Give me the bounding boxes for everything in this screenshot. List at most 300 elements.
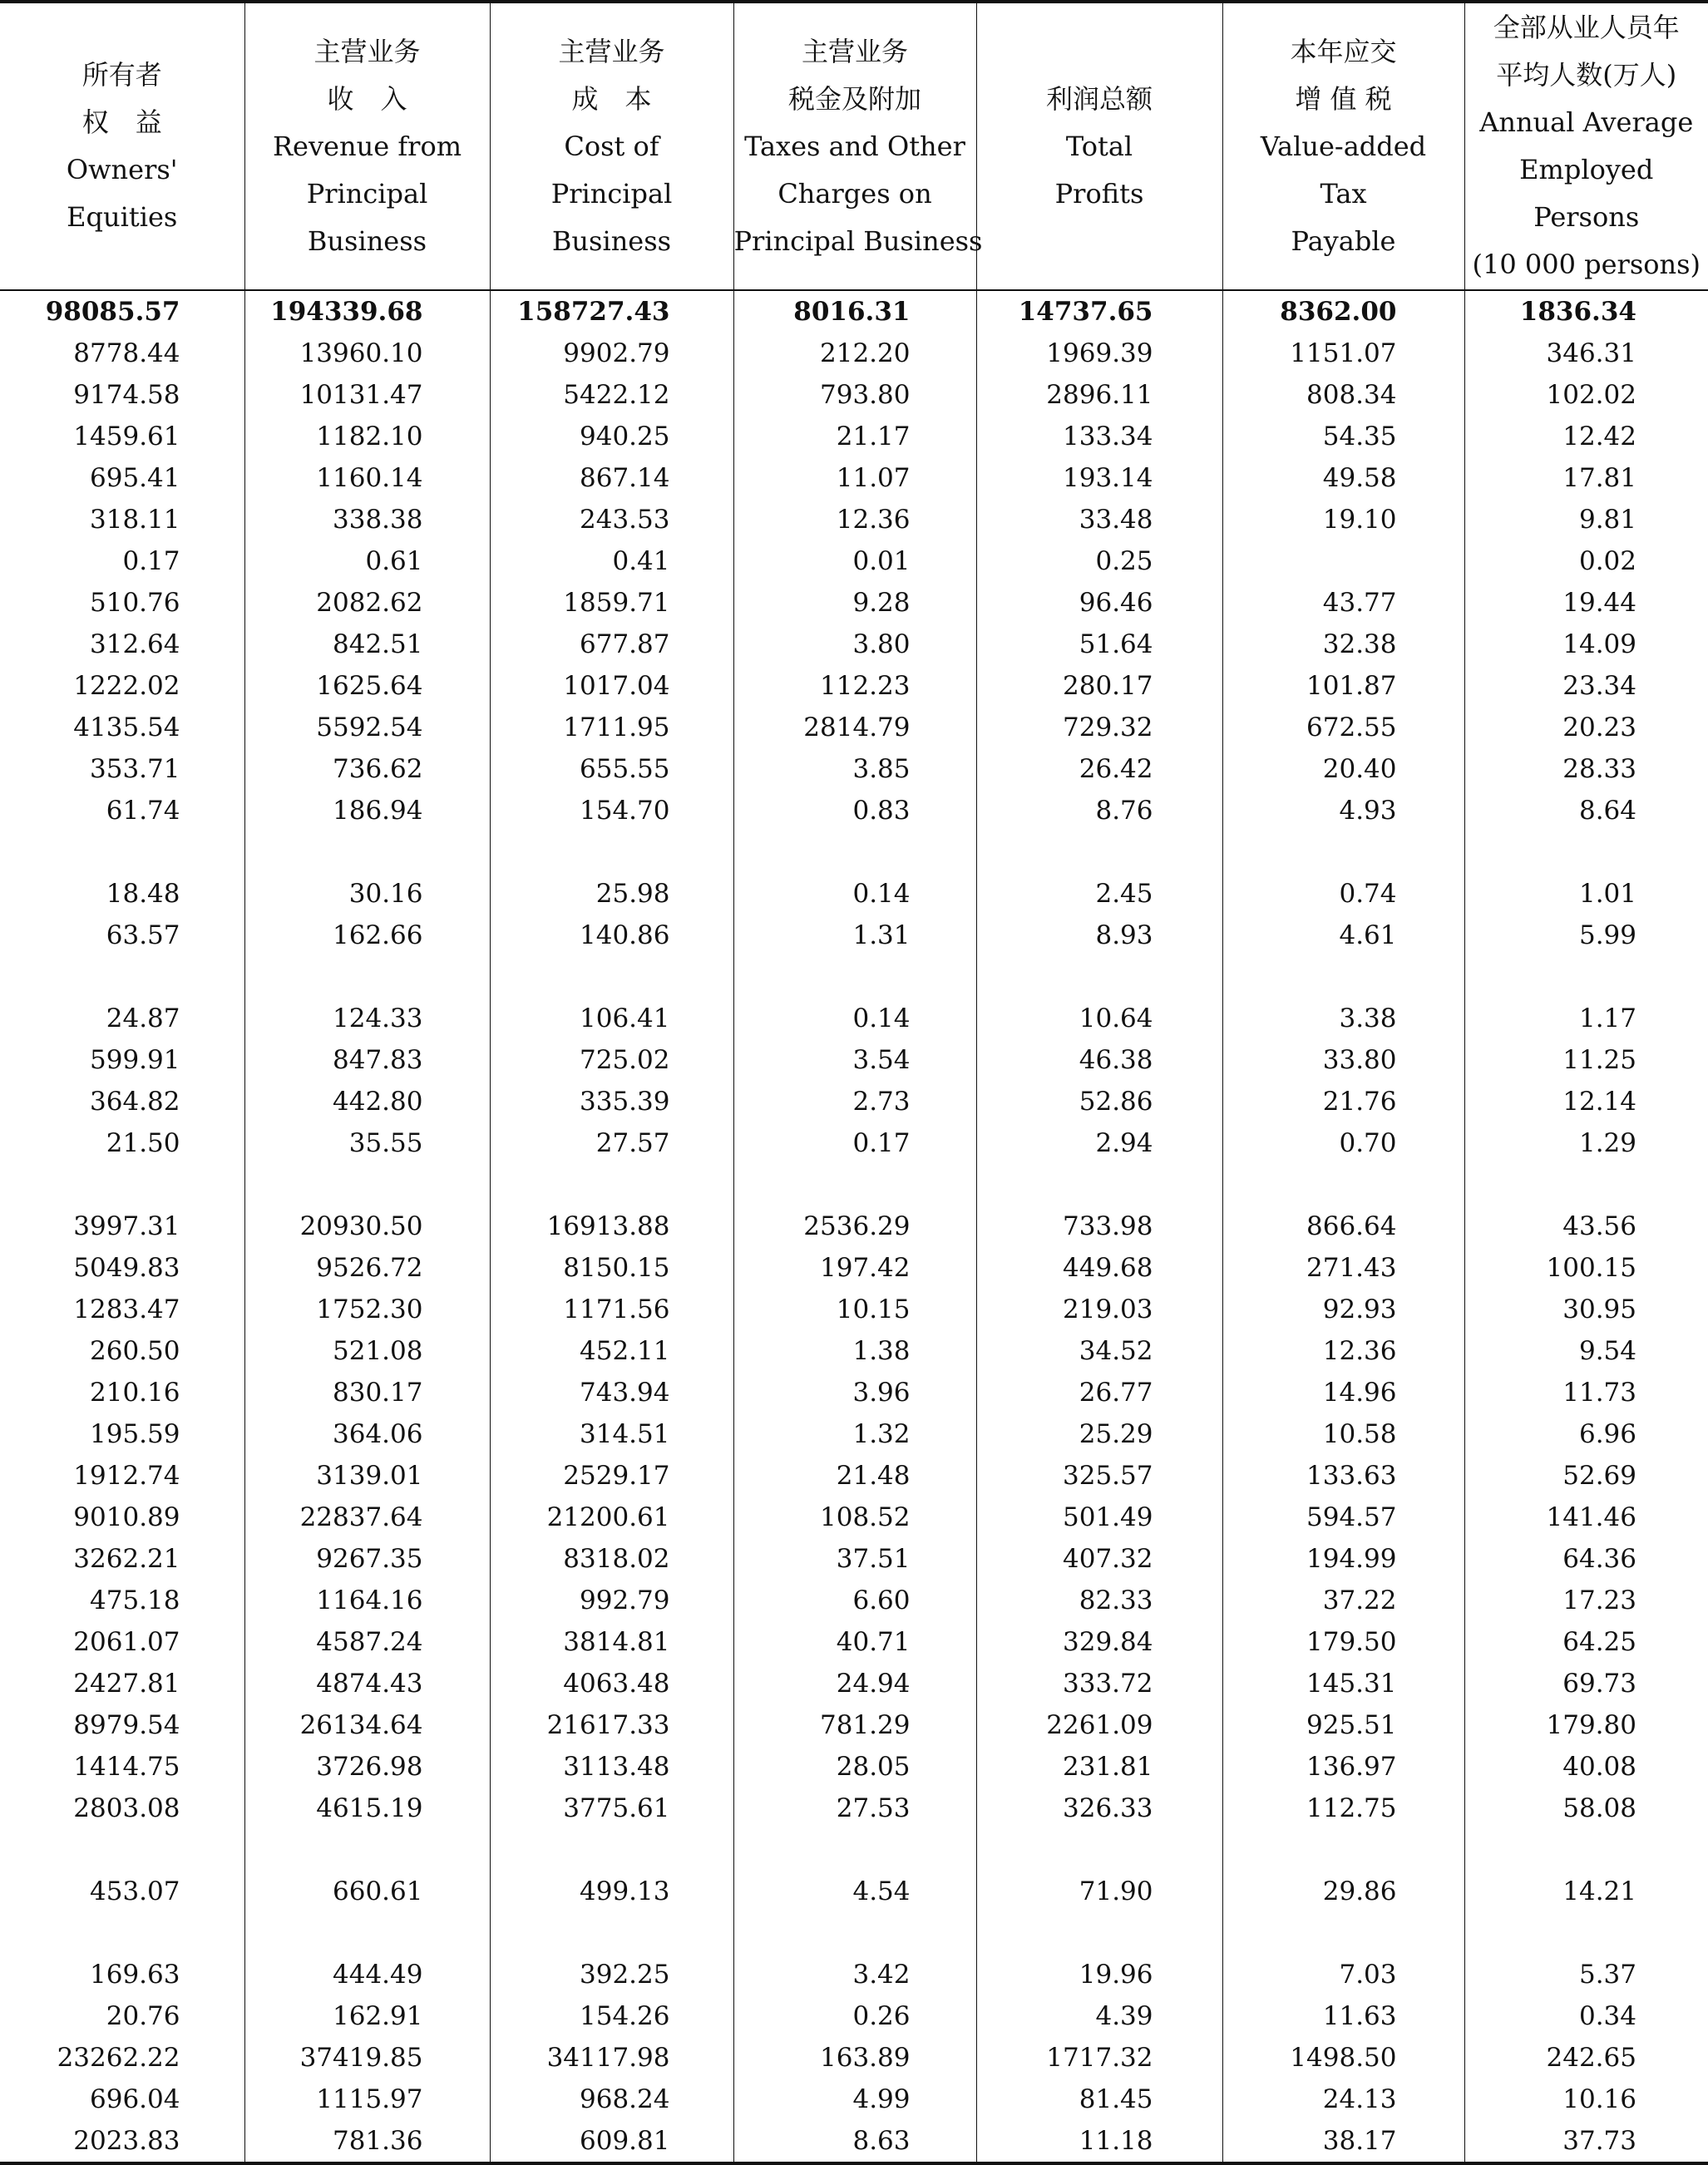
cell-owners-equities: 2803.08 (0, 1788, 244, 1829)
cell-employed-persons: 0.02 (1464, 540, 1708, 582)
cell-vat-payable: 4.93 (1222, 790, 1464, 831)
header-line: 收 入 (245, 76, 490, 123)
cell-vat-payable: 43.77 (1222, 582, 1464, 624)
cell-revenue: 4615.19 (244, 1788, 490, 1829)
cell-employed-persons: 141.46 (1464, 1497, 1708, 1538)
cell-revenue: 186.94 (244, 790, 490, 831)
cell-owners-equities: 21.50 (0, 1122, 244, 1164)
cell-owners-equities: 61.74 (0, 790, 244, 831)
cell-vat-payable: 145.31 (1222, 1663, 1464, 1704)
cell-total-profits: 2.94 (976, 1122, 1222, 1164)
cell-taxes: 0.83 (733, 790, 976, 831)
cell-taxes: 21.48 (733, 1455, 976, 1497)
cell-vat-payable: 1151.07 (1222, 333, 1464, 374)
cell-total-profits: 2.45 (976, 873, 1222, 915)
table-row (0, 1081, 1708, 1122)
cell-vat-payable: 21.76 (1222, 1081, 1464, 1122)
cell-vat-payable: 594.57 (1222, 1497, 1464, 1538)
cell-cost: 4063.48 (490, 1663, 733, 1704)
cell-owners-equities: 1459.61 (0, 416, 244, 457)
cell-total-profits (976, 831, 1222, 873)
table-row (0, 1372, 1708, 1413)
cell-vat-payable: 194.99 (1222, 1538, 1464, 1580)
cell-total-profits (976, 1829, 1222, 1871)
cell-vat-payable: 14.96 (1222, 1372, 1464, 1413)
cell-employed-persons: 28.33 (1464, 748, 1708, 790)
header-cost-principal-business (490, 2, 733, 290)
cell-revenue: 22837.64 (244, 1497, 490, 1538)
cell-vat-payable: 271.43 (1222, 1247, 1464, 1289)
cell-cost: 34117.98 (490, 2037, 733, 2079)
cell-cost: 2529.17 (490, 1455, 733, 1497)
table-row (0, 1954, 1708, 1995)
cell-total-profits: 25.29 (976, 1413, 1222, 1455)
table-row (0, 1330, 1708, 1372)
cell-cost: 968.24 (490, 2079, 733, 2120)
cell-employed-persons: 1836.34 (1464, 290, 1708, 333)
cell-cost: 0.41 (490, 540, 733, 582)
cell-total-profits (976, 956, 1222, 998)
cell-revenue: 162.91 (244, 1995, 490, 2037)
table-row (0, 1871, 1708, 1912)
cell-vat-payable: 32.38 (1222, 624, 1464, 665)
cell-owners-equities: 475.18 (0, 1580, 244, 1621)
header-line: 成 本 (491, 76, 733, 123)
cell-taxes: 112.23 (733, 665, 976, 707)
cell-taxes: 9.28 (733, 582, 976, 624)
cell-taxes: 37.51 (733, 1538, 976, 1580)
table-row (0, 1455, 1708, 1497)
cell-total-profits (976, 1164, 1222, 1206)
cell-cost (490, 1912, 733, 1954)
cell-revenue (244, 1829, 490, 1871)
table-row (0, 1995, 1708, 2037)
cell-taxes: 0.17 (733, 1122, 976, 1164)
header-line: Business (491, 218, 733, 265)
cell-owners-equities (0, 1829, 244, 1871)
cell-vat-payable (1222, 1164, 1464, 1206)
cell-total-profits: 133.34 (976, 416, 1222, 457)
table-row (0, 1829, 1708, 1871)
cell-revenue: 1160.14 (244, 457, 490, 499)
cell-revenue: 1625.64 (244, 665, 490, 707)
cell-employed-persons: 43.56 (1464, 1206, 1708, 1247)
cell-cost: 3113.48 (490, 1746, 733, 1788)
cell-revenue: 521.08 (244, 1330, 490, 1372)
cell-vat-payable: 92.93 (1222, 1289, 1464, 1330)
header-line: Charges on (734, 170, 976, 218)
cell-employed-persons: 8.64 (1464, 790, 1708, 831)
cell-employed-persons: 12.42 (1464, 416, 1708, 457)
header-line: Value-added (1223, 123, 1464, 170)
cell-revenue: 26134.64 (244, 1704, 490, 1746)
cell-total-profits: 34.52 (976, 1330, 1222, 1372)
cell-revenue: 162.66 (244, 915, 490, 956)
cell-total-profits: 11.18 (976, 2120, 1222, 2163)
header-vat-payable (1222, 2, 1464, 290)
cell-employed-persons: 40.08 (1464, 1746, 1708, 1788)
cell-employed-persons: 9.81 (1464, 499, 1708, 540)
cell-cost: 243.53 (490, 499, 733, 540)
cell-taxes: 0.14 (733, 873, 976, 915)
cell-owners-equities: 1283.47 (0, 1289, 244, 1330)
cell-total-profits: 501.49 (976, 1497, 1222, 1538)
cell-taxes: 3.54 (733, 1039, 976, 1081)
cell-employed-persons: 1.17 (1464, 998, 1708, 1039)
cell-taxes: 8.63 (733, 2120, 976, 2163)
header-line: Total (977, 123, 1222, 170)
table-row (0, 665, 1708, 707)
cell-vat-payable: 808.34 (1222, 374, 1464, 416)
cell-total-profits: 219.03 (976, 1289, 1222, 1330)
cell-vat-payable: 49.58 (1222, 457, 1464, 499)
cell-employed-persons: 11.25 (1464, 1039, 1708, 1081)
cell-employed-persons: 242.65 (1464, 2037, 1708, 2079)
cell-employed-persons: 100.15 (1464, 1247, 1708, 1289)
header-line: Owners' (0, 146, 244, 194)
cell-total-profits: 51.64 (976, 624, 1222, 665)
cell-employed-persons: 0.34 (1464, 1995, 1708, 2037)
cell-total-profits: 280.17 (976, 665, 1222, 707)
cell-vat-payable: 37.22 (1222, 1580, 1464, 1621)
cell-owners-equities: 23262.22 (0, 2037, 244, 2079)
table-row (0, 748, 1708, 790)
cell-total-profits: 19.96 (976, 1954, 1222, 1995)
cell-cost: 8318.02 (490, 1538, 733, 1580)
cell-cost: 158727.43 (490, 290, 733, 333)
cell-vat-payable: 54.35 (1222, 416, 1464, 457)
cell-owners-equities: 8979.54 (0, 1704, 244, 1746)
cell-vat-payable: 38.17 (1222, 2120, 1464, 2163)
cell-vat-payable: 179.50 (1222, 1621, 1464, 1663)
cell-cost: 140.86 (490, 915, 733, 956)
table-row (0, 1413, 1708, 1455)
cell-revenue: 5592.54 (244, 707, 490, 748)
cell-revenue (244, 1164, 490, 1206)
table-row (0, 2037, 1708, 2079)
cell-owners-equities: 210.16 (0, 1372, 244, 1413)
cell-vat-payable: 12.36 (1222, 1330, 1464, 1372)
cell-taxes: 0.14 (733, 998, 976, 1039)
cell-owners-equities (0, 831, 244, 873)
header-line: Cost of (491, 123, 733, 170)
cell-revenue: 124.33 (244, 998, 490, 1039)
cell-cost: 609.81 (490, 2120, 733, 2163)
cell-vat-payable: 10.58 (1222, 1413, 1464, 1455)
cell-cost (490, 956, 733, 998)
cell-total-profits: 193.14 (976, 457, 1222, 499)
cell-total-profits: 26.42 (976, 748, 1222, 790)
cell-owners-equities: 8778.44 (0, 333, 244, 374)
cell-employed-persons: 5.37 (1464, 1954, 1708, 1995)
cell-owners-equities (0, 1164, 244, 1206)
header-line: Revenue from (245, 123, 490, 170)
cell-cost: 314.51 (490, 1413, 733, 1455)
cell-employed-persons: 6.96 (1464, 1413, 1708, 1455)
table-row (0, 831, 1708, 873)
cell-total-profits: 82.33 (976, 1580, 1222, 1621)
header-line: Principal (491, 170, 733, 218)
table-row (0, 1538, 1708, 1580)
cell-vat-payable: 29.86 (1222, 1871, 1464, 1912)
cell-taxes: 1.38 (733, 1330, 976, 1372)
cell-revenue: 842.51 (244, 624, 490, 665)
cell-vat-payable (1222, 956, 1464, 998)
cell-cost: 21617.33 (490, 1704, 733, 1746)
cell-total-profits: 71.90 (976, 1871, 1222, 1912)
cell-revenue: 736.62 (244, 748, 490, 790)
cell-cost: 27.57 (490, 1122, 733, 1164)
cell-taxes: 4.54 (733, 1871, 976, 1912)
cell-owners-equities: 3997.31 (0, 1206, 244, 1247)
cell-revenue: 830.17 (244, 1372, 490, 1413)
cell-total-profits: 52.86 (976, 1081, 1222, 1122)
cell-revenue: 35.55 (244, 1122, 490, 1164)
cell-taxes: 0.26 (733, 1995, 976, 2037)
cell-cost: 154.26 (490, 1995, 733, 2037)
table-row (0, 2079, 1708, 2120)
cell-owners-equities: 63.57 (0, 915, 244, 956)
cell-owners-equities: 453.07 (0, 1871, 244, 1912)
cell-owners-equities: 1414.75 (0, 1746, 244, 1788)
cell-employed-persons (1464, 831, 1708, 873)
cell-owners-equities: 1222.02 (0, 665, 244, 707)
cell-taxes (733, 1164, 976, 1206)
cell-taxes (733, 1912, 976, 1954)
cell-revenue: 660.61 (244, 1871, 490, 1912)
cell-owners-equities: 0.17 (0, 540, 244, 582)
cell-owners-equities: 2061.07 (0, 1621, 244, 1663)
cell-vat-payable: 101.87 (1222, 665, 1464, 707)
cell-taxes (733, 1829, 976, 1871)
header-line: 本年应交 (1223, 28, 1464, 76)
cell-owners-equities: 20.76 (0, 1995, 244, 2037)
cell-employed-persons (1464, 1912, 1708, 1954)
cell-cost (490, 1164, 733, 1206)
cell-owners-equities: 2023.83 (0, 2120, 244, 2163)
cell-vat-payable: 672.55 (1222, 707, 1464, 748)
cell-employed-persons (1464, 1164, 1708, 1206)
table-row (0, 1122, 1708, 1164)
table-row (0, 1912, 1708, 1954)
cell-cost: 154.70 (490, 790, 733, 831)
cell-owners-equities: 260.50 (0, 1330, 244, 1372)
cell-cost: 940.25 (490, 416, 733, 457)
header-line: Equities (0, 194, 244, 241)
cell-taxes: 3.96 (733, 1372, 976, 1413)
header-line: (10 000 persons) (1465, 241, 1708, 289)
cell-revenue: 1164.16 (244, 1580, 490, 1621)
total-row (0, 290, 1708, 333)
cell-cost: 743.94 (490, 1372, 733, 1413)
cell-employed-persons: 11.73 (1464, 1372, 1708, 1413)
cell-revenue (244, 831, 490, 873)
table-row (0, 1164, 1708, 1206)
cell-total-profits: 333.72 (976, 1663, 1222, 1704)
cell-vat-payable (1222, 540, 1464, 582)
cell-taxes: 12.36 (733, 499, 976, 540)
header-line: 税金及附加 (734, 76, 976, 123)
cell-taxes: 28.05 (733, 1746, 976, 1788)
cell-owners-equities: 169.63 (0, 1954, 244, 1995)
cell-taxes: 197.42 (733, 1247, 976, 1289)
cell-cost: 21200.61 (490, 1497, 733, 1538)
table-row (0, 1580, 1708, 1621)
header-line: 利润总额 (977, 76, 1222, 123)
cell-total-profits: 733.98 (976, 1206, 1222, 1247)
table-row (0, 1746, 1708, 1788)
cell-owners-equities: 599.91 (0, 1039, 244, 1081)
table-row (0, 1621, 1708, 1663)
header-owners-equities (0, 2, 244, 290)
cell-vat-payable: 112.75 (1222, 1788, 1464, 1829)
cell-revenue: 0.61 (244, 540, 490, 582)
cell-cost: 452.11 (490, 1330, 733, 1372)
table-row (0, 790, 1708, 831)
cell-total-profits: 10.64 (976, 998, 1222, 1039)
cell-employed-persons: 14.21 (1464, 1871, 1708, 1912)
table-row (0, 915, 1708, 956)
cell-employed-persons: 30.95 (1464, 1289, 1708, 1330)
header-line: Profits (977, 170, 1222, 218)
cell-revenue: 3139.01 (244, 1455, 490, 1497)
cell-owners-equities: 4135.54 (0, 707, 244, 748)
cell-revenue: 4587.24 (244, 1621, 490, 1663)
cell-owners-equities (0, 956, 244, 998)
cell-cost: 677.87 (490, 624, 733, 665)
cell-revenue: 4874.43 (244, 1663, 490, 1704)
cell-vat-payable: 20.40 (1222, 748, 1464, 790)
cell-revenue: 194339.68 (244, 290, 490, 333)
cell-revenue: 364.06 (244, 1413, 490, 1455)
cell-cost: 3814.81 (490, 1621, 733, 1663)
table-row (0, 499, 1708, 540)
table-row (0, 1497, 1708, 1538)
cell-total-profits: 33.48 (976, 499, 1222, 540)
header-line: 全部从业人员年 (1465, 4, 1708, 52)
cell-owners-equities: 98085.57 (0, 290, 244, 333)
cell-owners-equities: 364.82 (0, 1081, 244, 1122)
header-line: 权 益 (0, 99, 244, 146)
cell-revenue: 847.83 (244, 1039, 490, 1081)
table-header (0, 2, 1708, 290)
cell-cost: 106.41 (490, 998, 733, 1039)
header-line: Principal Business (734, 218, 976, 265)
cell-revenue: 9267.35 (244, 1538, 490, 1580)
cell-employed-persons: 10.16 (1464, 2079, 1708, 2120)
cell-taxes: 24.94 (733, 1663, 976, 1704)
cell-cost: 8150.15 (490, 1247, 733, 1289)
header-line: Employed (1465, 146, 1708, 194)
cell-employed-persons: 1.29 (1464, 1122, 1708, 1164)
cell-cost: 16913.88 (490, 1206, 733, 1247)
cell-total-profits: 4.39 (976, 1995, 1222, 2037)
cell-revenue: 2082.62 (244, 582, 490, 624)
cell-vat-payable: 925.51 (1222, 1704, 1464, 1746)
cell-taxes: 21.17 (733, 416, 976, 457)
table-row (0, 333, 1708, 374)
cell-owners-equities: 9010.89 (0, 1497, 244, 1538)
cell-owners-equities: 3262.21 (0, 1538, 244, 1580)
cell-cost: 5422.12 (490, 374, 733, 416)
cell-taxes: 3.85 (733, 748, 976, 790)
table-row (0, 1704, 1708, 1746)
cell-total-profits: 8.76 (976, 790, 1222, 831)
cell-taxes: 2.73 (733, 1081, 976, 1122)
table-row (0, 1663, 1708, 1704)
cell-revenue (244, 1912, 490, 1954)
header-line: 主营业务 (491, 28, 733, 76)
cell-revenue: 13960.10 (244, 333, 490, 374)
cell-employed-persons: 5.99 (1464, 915, 1708, 956)
cell-total-profits: 1717.32 (976, 2037, 1222, 2079)
cell-employed-persons: 20.23 (1464, 707, 1708, 748)
header-total-profits (976, 2, 1222, 290)
header-line: 增 值 税 (1223, 76, 1464, 123)
header-row (0, 2, 1708, 290)
cell-total-profits: 96.46 (976, 582, 1222, 624)
cell-cost: 1711.95 (490, 707, 733, 748)
cell-employed-persons: 69.73 (1464, 1663, 1708, 1704)
table-row (0, 1289, 1708, 1330)
cell-total-profits: 2896.11 (976, 374, 1222, 416)
cell-vat-payable: 133.63 (1222, 1455, 1464, 1497)
cell-employed-persons (1464, 1829, 1708, 1871)
cell-owners-equities: 18.48 (0, 873, 244, 915)
cell-owners-equities: 5049.83 (0, 1247, 244, 1289)
cell-total-profits: 407.32 (976, 1538, 1222, 1580)
table-row (0, 1247, 1708, 1289)
cell-taxes: 2814.79 (733, 707, 976, 748)
cell-revenue: 30.16 (244, 873, 490, 915)
cell-owners-equities (0, 1912, 244, 1954)
cell-vat-payable: 866.64 (1222, 1206, 1464, 1247)
cell-employed-persons: 17.23 (1464, 1580, 1708, 1621)
cell-owners-equities: 312.64 (0, 624, 244, 665)
table-row (0, 956, 1708, 998)
cell-revenue: 10131.47 (244, 374, 490, 416)
table-row (0, 2120, 1708, 2163)
cell-total-profits: 81.45 (976, 2079, 1222, 2120)
cell-owners-equities: 510.76 (0, 582, 244, 624)
header-line: Tax (1223, 170, 1464, 218)
cell-total-profits: 326.33 (976, 1788, 1222, 1829)
cell-total-profits: 0.25 (976, 540, 1222, 582)
cell-owners-equities: 195.59 (0, 1413, 244, 1455)
header-employed-persons (1464, 2, 1708, 290)
cell-vat-payable (1222, 831, 1464, 873)
header-taxes-charges (733, 2, 976, 290)
cell-cost: 392.25 (490, 1954, 733, 1995)
cell-revenue: 338.38 (244, 499, 490, 540)
cell-owners-equities: 696.04 (0, 2079, 244, 2120)
header-line: Taxes and Other (734, 123, 976, 170)
cell-cost: 655.55 (490, 748, 733, 790)
cell-employed-persons: 58.08 (1464, 1788, 1708, 1829)
cell-taxes: 27.53 (733, 1788, 976, 1829)
cell-vat-payable: 19.10 (1222, 499, 1464, 540)
cell-total-profits: 231.81 (976, 1746, 1222, 1788)
header-line: 平均人数(万人) (1465, 52, 1708, 99)
cell-revenue: 20930.50 (244, 1206, 490, 1247)
cell-revenue: 1182.10 (244, 416, 490, 457)
cell-taxes (733, 831, 976, 873)
cell-cost: 335.39 (490, 1081, 733, 1122)
cell-taxes: 3.42 (733, 1954, 976, 1995)
cell-vat-payable: 0.74 (1222, 873, 1464, 915)
cell-taxes: 212.20 (733, 333, 976, 374)
cell-employed-persons: 52.69 (1464, 1455, 1708, 1497)
